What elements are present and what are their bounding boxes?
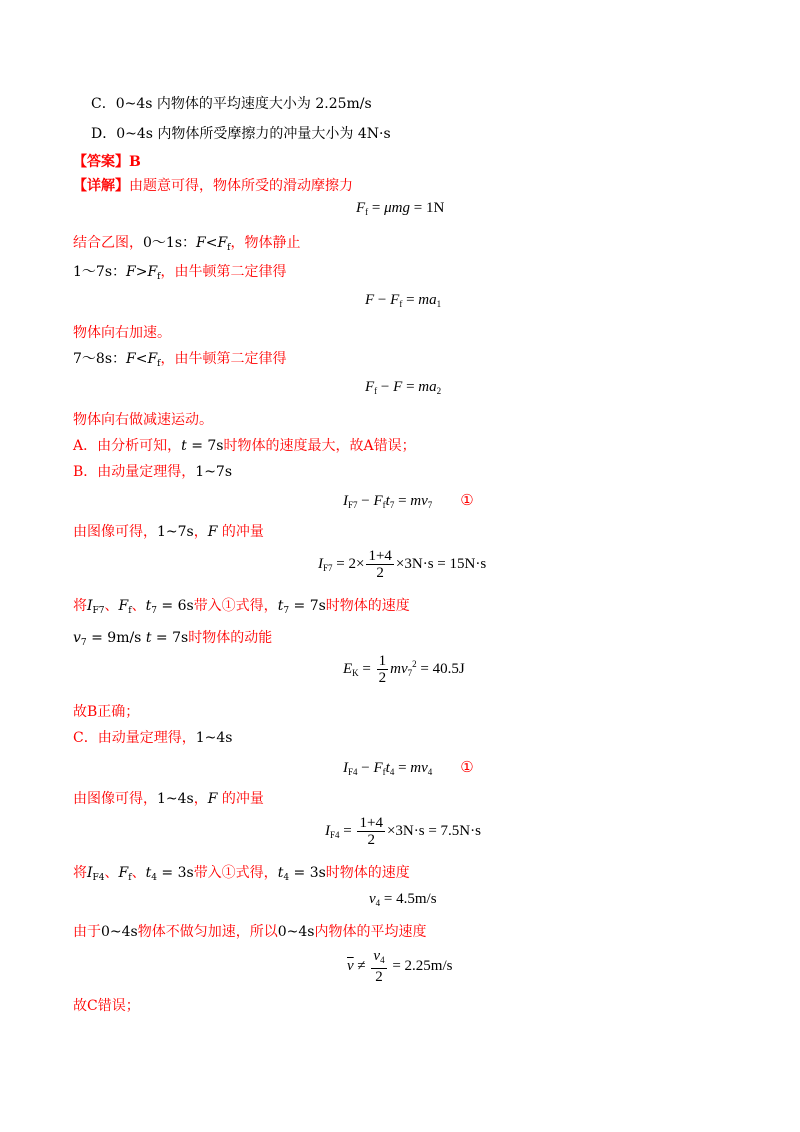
c-conclusion: 故C错误； bbox=[73, 998, 140, 1014]
eq-b-energy: $E_K$ = $\frac{1}{2}$ $mv_7^2 = 40.5J$ bbox=[343, 653, 465, 686]
option-b-intro: B．由动量定理得，1~7s bbox=[73, 464, 233, 480]
line-0-1: 结合乙图，0～1s：$F<F_f$，物体静止 bbox=[73, 235, 301, 253]
b-velocity: $v_7 = 9m/s$ t = 7s时物体的动能 bbox=[73, 630, 273, 648]
c-reason: 由于0~4s物体不做匀加速，所以0~4s内物体的平均速度 bbox=[73, 924, 427, 940]
eq-c-impulse: $I_{F4}$ = $\frac{1+4}{2}$ ×3N·s = 7.5N·s bbox=[325, 815, 481, 848]
eq-newton-1: $F - F_f = ma_1$ bbox=[365, 292, 442, 309]
c-substitute: 将$I_{F4}$、$F_f$、$t_4 = 3s$带入①式得，$t_4 = 3s$时物体的速度 bbox=[73, 865, 410, 883]
decel-right: 物体向右做减速运动。 bbox=[73, 412, 213, 428]
eq-friction: $F_f = \mu mg = 1N$ bbox=[356, 200, 445, 217]
option-a-analysis: A．由分析可知，t = 7s时物体的速度最大，故A错误； bbox=[73, 438, 416, 454]
b-conclusion: 故B正确； bbox=[73, 704, 140, 720]
eq-c-momentum: $I_{F4} - F_ft_4 = mv_4$ ① bbox=[343, 760, 474, 777]
eq-c-avg: $\overline{v}$ ≠ $\frac{v_4}{2}$ = 2.25m/s bbox=[347, 948, 453, 985]
line-1-7: 1～7s：$F>F_f$，由牛顿第二定律得 bbox=[73, 264, 287, 282]
analysis-intro-text: 由题意可得，物体所受的滑动摩擦力 bbox=[129, 178, 353, 194]
b-graph: 由图像可得，1~7s，F 的冲量 bbox=[73, 524, 264, 540]
c-graph: 由图像可得，1~4s，F 的冲量 bbox=[73, 791, 264, 807]
option-c-intro: C．由动量定理得，1~4s bbox=[73, 730, 233, 746]
b-substitute: 将$I_{F7}$、$F_f$、$t_7 = 6s$带入①式得，$t_7 = 7s$时物体的速度 bbox=[73, 598, 410, 616]
line-7-8: 7～8s：$F<F_f$，由牛顿第二定律得 bbox=[73, 351, 287, 369]
eq-b-impulse: $I_{F7} = 2\times$ $\frac{1+4}{2}$ ×3N·s = 15N·s bbox=[318, 548, 487, 581]
eq-newton-2: $F_f - F = ma_2$ bbox=[365, 379, 442, 396]
eq-b-momentum: $I_{F7} - F_ft_7 = mv_7$ ① bbox=[343, 493, 474, 510]
accel-right: 物体向右加速。 bbox=[73, 325, 171, 341]
analysis-intro bbox=[73, 176, 353, 196]
eq-c-velocity: $v_4 = 4.5m/s$ bbox=[369, 891, 437, 908]
option-c: C．0~4s 内物体的平均速度大小为 2.25m/s bbox=[91, 96, 372, 112]
option-d: D．0~4s 内物体所受摩擦力的冲量大小为 4N·s bbox=[91, 126, 391, 142]
answer-label: 【答案】B bbox=[73, 154, 141, 170]
analysis-heading: 【详解】 bbox=[73, 178, 129, 194]
